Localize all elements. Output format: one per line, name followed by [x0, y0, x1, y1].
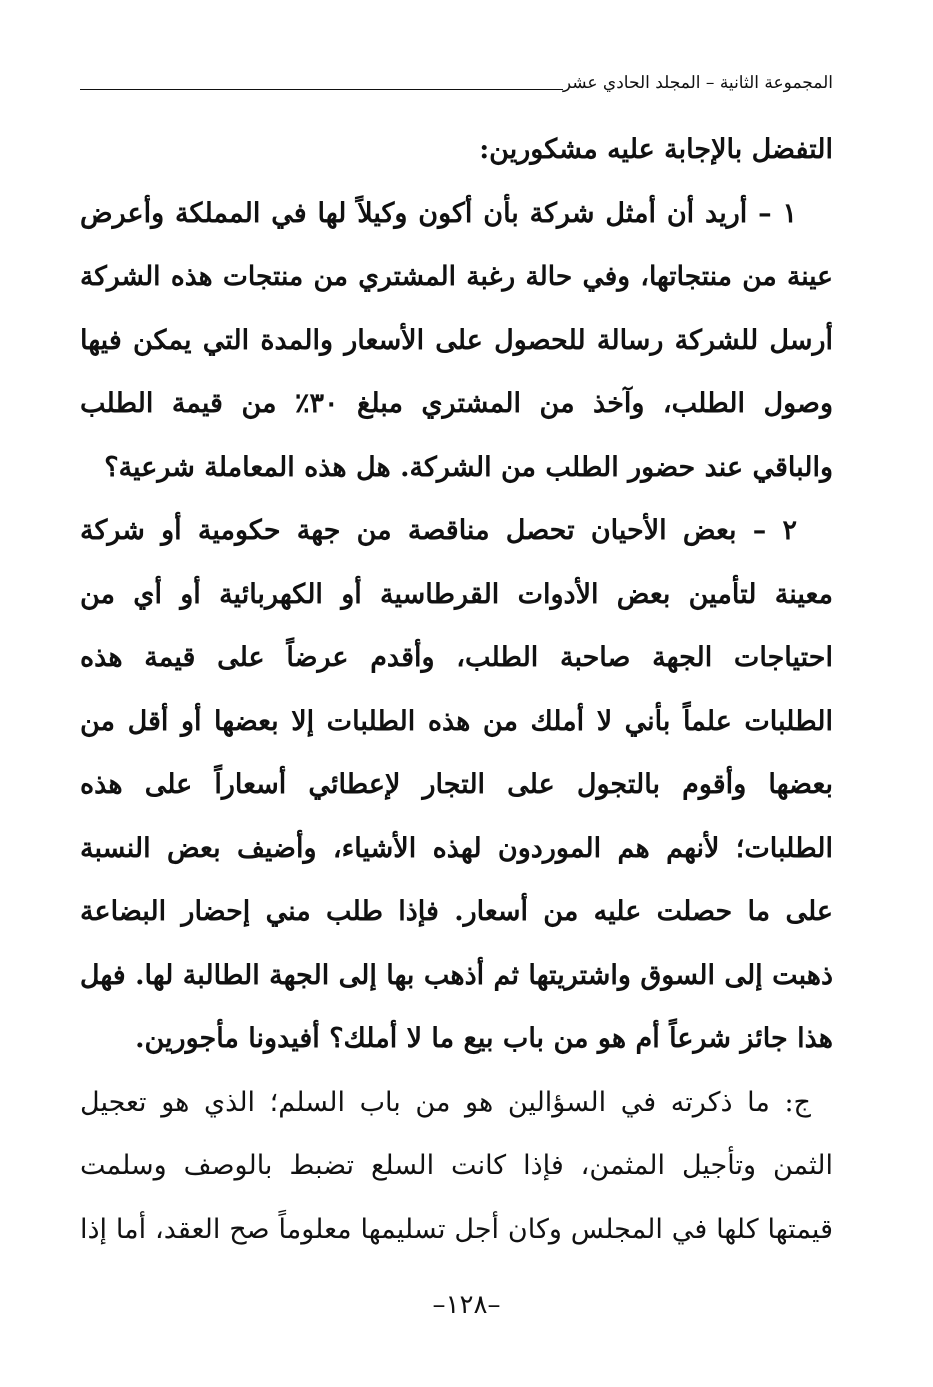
- question-line: احتياجات الجهة صاحبة الطلب، وأقدم عرضاً على قيمة هذه: [80, 642, 833, 673]
- question-line: الطلبات؛ لأنهم هم الموردون لهذه الأشياء، وأضيف بعض النسبة: [80, 832, 833, 864]
- page-body: [80, 118, 833, 1261]
- question-line: على ما حصلت عليه من أسعار. فإذا طلب مني إحضار البضاعة: [80, 896, 833, 927]
- question-line: وصول الطلب، وآخذ من المشتري مبلغ ٣٠٪ من قيمة الطلب: [80, 388, 833, 419]
- question-line: ذهبت إلى السوق واشتريتها ثم أذهب بها إلى الجهة الطالبة لها. فهل: [79, 959, 833, 991]
- question-line: بعضها وأقوم بالتجول على التجار لإعطائي أسعاراً على هذه: [80, 769, 833, 800]
- question-line: عينة من منتجاتها، وفي حالة رغبة المشتري من منتجات هذه الشركة: [80, 261, 833, 292]
- question-line: الطلبات علماً بأني لا أملك من هذه الطلبات إلا بعضها أو أقل من: [80, 705, 833, 737]
- question-line: ١ – أريد أن أمثل شركة بأن أكون وكيلاً لها في المملكة وأعرض: [80, 197, 797, 229]
- answer-line: ج: ما ذكرته في السؤالين هو من باب السلم؛ الذي هو تعجيل: [80, 1086, 811, 1118]
- question-line: التفضل بالإجابة عليه مشكورين:: [479, 134, 833, 165]
- question-line: هذا جائز شرعاً أم هو من باب بيع ما لا أملك؟ أفيدونا مأجورين.: [135, 1023, 833, 1054]
- header-rule: [80, 89, 563, 90]
- answer-line: قيمتها كلها في المجلس وكان أجل تسليمها معلوماً صح العقد، أما إذا: [80, 1213, 833, 1245]
- header-title: المجموعة الثانية – المجلد الحادي عشر: [562, 73, 833, 93]
- page-number: –١٢٨–: [432, 1290, 501, 1320]
- question-line: معينة لتأمين بعض الأدوات القرطاسية أو الكهربائية أو أي من: [80, 578, 833, 610]
- answer-line: الثمن وتأجيل المثمن، فإذا كانت السلع تضبط بالوصف وسلمت: [80, 1150, 833, 1181]
- question-line: ٢ – بعض الأحيان تحصل مناقصة من جهة حكومية أو شركة: [80, 515, 797, 546]
- question-line: والباقي عند حضور الطلب من الشركة. هل هذه المعاملة شرعية؟: [104, 451, 833, 483]
- question-line: أرسل للشركة رسالة للحصول على الأسعار والمدة التي يمكن فيها: [80, 324, 833, 356]
- running-header: [80, 64, 833, 96]
